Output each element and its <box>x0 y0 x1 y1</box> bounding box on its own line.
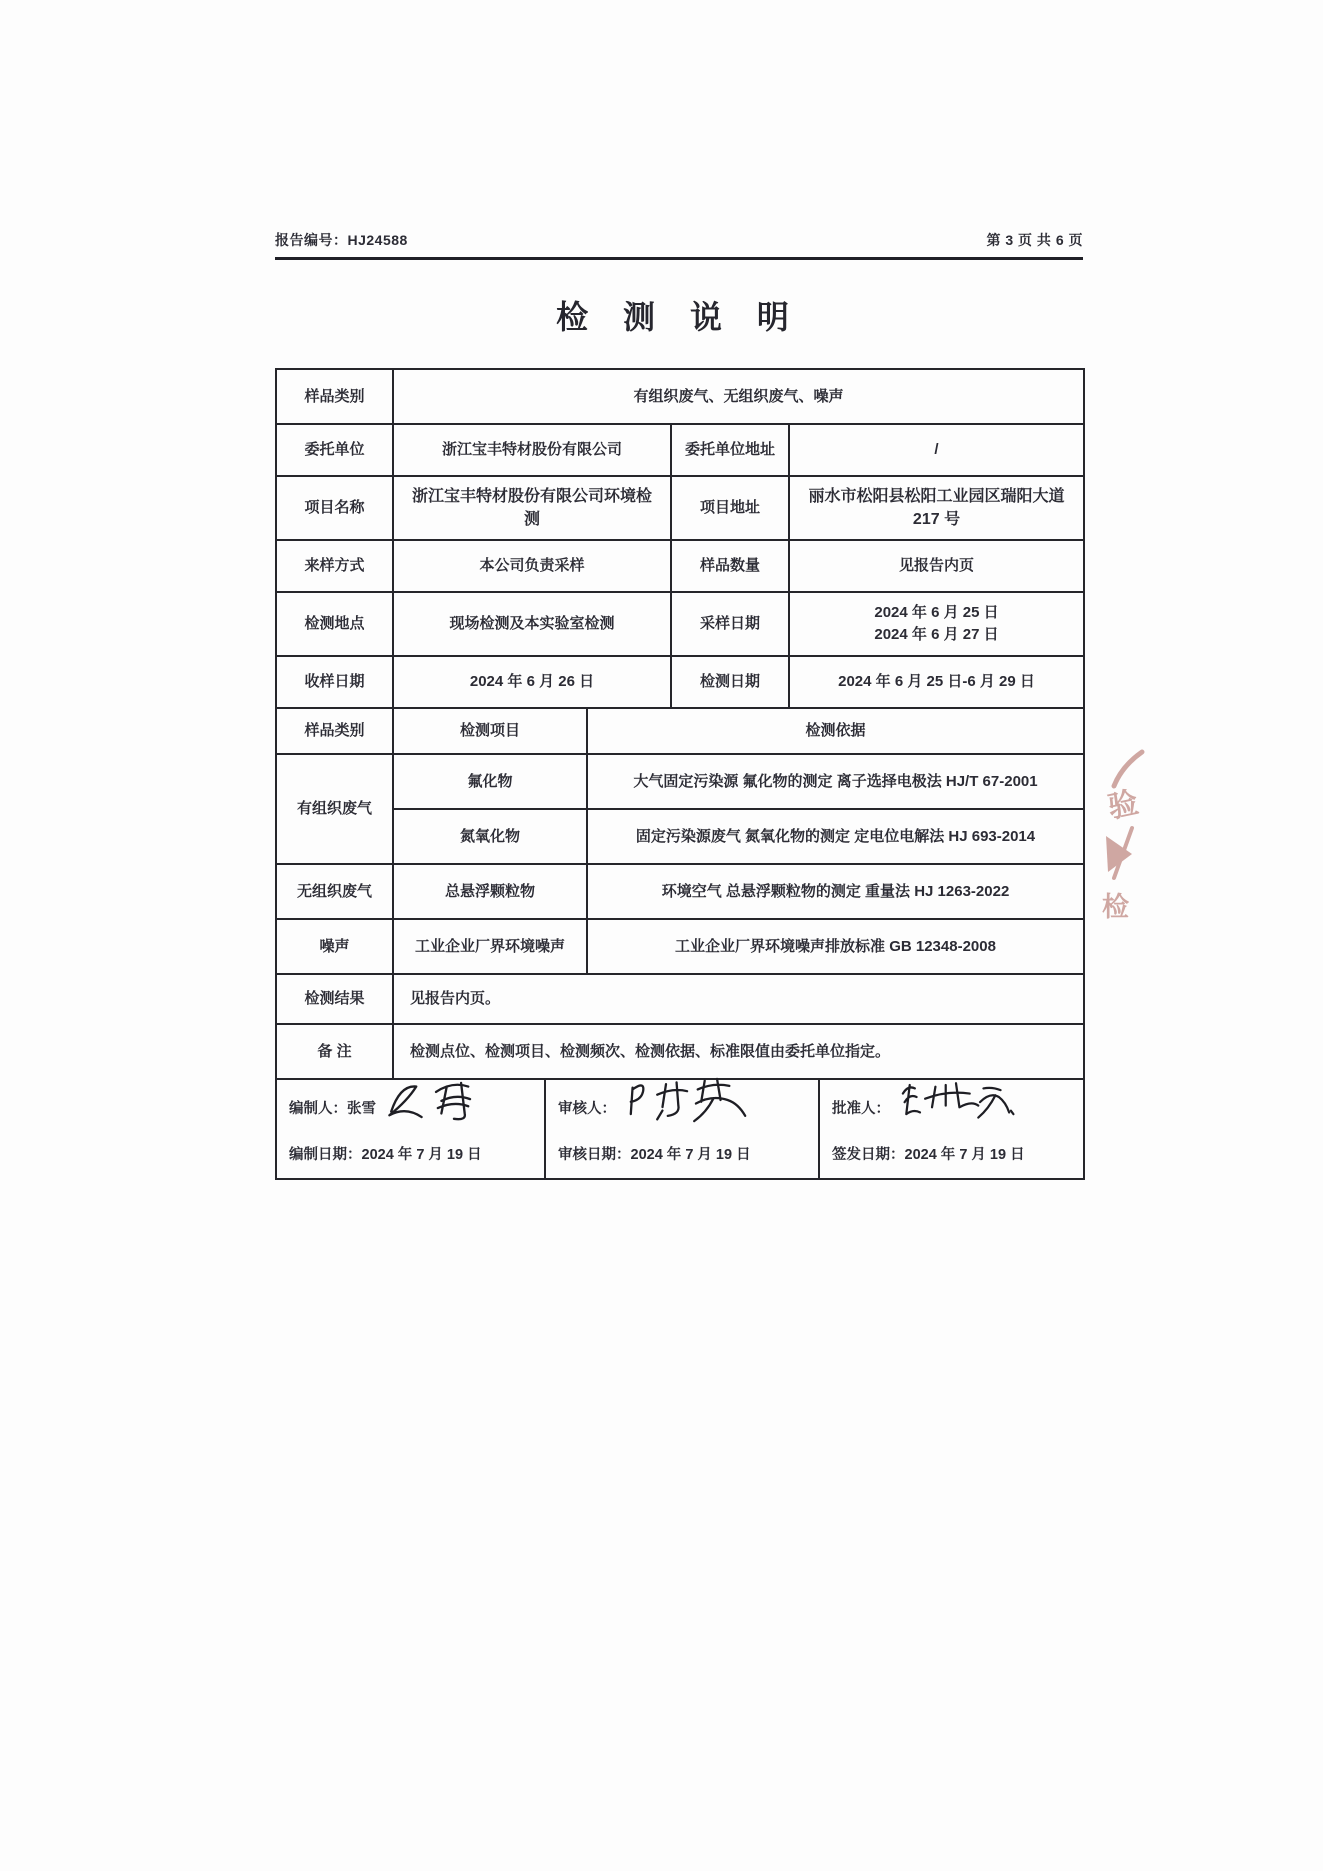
method-item-noise: 工业企业厂界环境噪声 <box>394 920 588 975</box>
reviewed-by-label: 审核人： <box>558 1100 616 1117</box>
project-name-label: 项目名称 <box>277 477 394 541</box>
remarks-value: 检测点位、检测项目、检测频次、检测依据、标准限值由委托单位指定。 <box>394 1025 1085 1080</box>
test-date-label: 检测日期 <box>672 657 790 709</box>
project-address-value: 丽水市松阳县松阳工业园区瑞阳大道 217 号 <box>790 477 1085 541</box>
row-sample-category <box>277 370 1085 425</box>
approved-by-line <box>832 1090 1083 1124</box>
reviewed-date-line <box>558 1136 818 1170</box>
test-date-value: 2024 年 6 月 25 日-6 月 29 日 <box>790 657 1085 709</box>
method-item-tsp: 总悬浮颗粒物 <box>394 865 588 920</box>
sampling-date-label: 采样日期 <box>672 593 790 657</box>
reviewed-by-signature <box>622 1073 754 1127</box>
sampling-method-label: 来样方式 <box>277 541 394 593</box>
client-value: 浙江宝丰特材股份有限公司 <box>394 425 672 477</box>
receive-date-label: 收样日期 <box>277 657 394 709</box>
sample-category-value: 有组织废气、无组织废气、噪声 <box>394 370 1085 425</box>
page-indicator: 第 3 页 共 6 页 <box>986 232 1083 248</box>
prepared-date-line <box>289 1136 544 1170</box>
method-row-nox <box>394 810 1085 865</box>
sample-quantity-value: 见报告内页 <box>790 541 1085 593</box>
signoff-prepared <box>277 1080 546 1180</box>
row-test-location <box>277 593 1085 657</box>
prepared-by-name: 张雪 <box>347 1100 376 1117</box>
row-receive-date <box>277 657 1085 709</box>
sampling-date-value <box>790 593 1085 657</box>
receive-date-value: 2024 年 6 月 26 日 <box>394 657 672 709</box>
method-item-fluoride: 氟化物 <box>394 755 588 810</box>
method-row-fluoride <box>394 755 1085 810</box>
method-basis-tsp: 环境空气 总悬浮颗粒物的测定 重量法 HJ 1263-2022 <box>588 865 1085 920</box>
signoff-reviewed <box>546 1080 820 1180</box>
method-item-nox: 氮氧化物 <box>394 810 588 865</box>
reviewed-date-label: 审核日期： <box>558 1146 631 1163</box>
methods-category-header: 样品类别 <box>277 709 394 755</box>
issue-date-value: 2024 年 7 月 19 日 <box>904 1146 1025 1163</box>
seal-char-bottom: 检 <box>1102 892 1129 922</box>
methods-item-header: 检测项目 <box>394 709 588 755</box>
row-project <box>277 477 1085 541</box>
prepared-date-value: 2024 年 7 月 19 日 <box>361 1146 482 1163</box>
sampling-method-value: 本公司负责采样 <box>394 541 672 593</box>
page-title: 检 测 说 明 <box>556 299 802 335</box>
method-basis-nox: 固定污染源废气 氮氧化物的测定 定电位电解法 HJ 693-2014 <box>588 810 1085 865</box>
results-label: 检测结果 <box>277 975 394 1025</box>
approved-by-signature <box>896 1076 1016 1124</box>
reviewed-date-value: 2024 年 7 月 19 日 <box>630 1146 751 1163</box>
row-remarks <box>277 1025 1085 1080</box>
group-rows-organized-gas <box>394 755 1085 865</box>
test-description-table <box>275 368 1085 1180</box>
issue-date-label: 签发日期： <box>832 1146 905 1163</box>
prepared-by-line <box>289 1090 544 1124</box>
methods-basis-header: 检测依据 <box>588 709 1085 755</box>
client-label: 委托单位 <box>277 425 394 477</box>
sample-quantity-label: 样品数量 <box>672 541 790 593</box>
row-methods-header <box>277 709 1085 755</box>
row-signoff <box>277 1080 1085 1180</box>
group-category-organized-gas: 有组织废气 <box>277 755 394 865</box>
test-location-label: 检测地点 <box>277 593 394 657</box>
sampling-date-line2: 2024 年 6 月 27 日 <box>874 626 999 643</box>
row-results <box>277 975 1085 1025</box>
seal-icon <box>1098 750 1144 922</box>
project-name-value: 浙江宝丰特材股份有限公司环境检测 <box>394 477 672 541</box>
row-group-organized-gas <box>277 755 1085 865</box>
test-location-value: 现场检测及本实验室检测 <box>394 593 672 657</box>
issue-date-line <box>832 1136 1083 1170</box>
approved-by-label: 批准人： <box>832 1100 890 1117</box>
prepared-by-label: 编制人： <box>289 1100 347 1117</box>
client-address-label: 委托单位地址 <box>672 425 790 477</box>
results-value: 见报告内页。 <box>394 975 1085 1025</box>
signoff-approved <box>820 1080 1085 1180</box>
red-seal-fragment <box>1098 750 1144 922</box>
sample-category-label: 样品类别 <box>277 370 394 425</box>
report-number: 报告编号：HJ24588 <box>275 232 408 248</box>
project-address-label: 项目地址 <box>672 477 790 541</box>
method-basis-noise: 工业企业厂界环境噪声排放标准 GB 12348-2008 <box>588 920 1085 975</box>
prepared-date-label: 编制日期： <box>289 1146 362 1163</box>
reviewed-by-line <box>558 1090 818 1124</box>
group-category-noise: 噪声 <box>277 920 394 975</box>
remarks-label: 备 注 <box>277 1025 394 1080</box>
row-client <box>277 425 1085 477</box>
group-category-unorganized-gas: 无组织废气 <box>277 865 394 920</box>
row-group-unorganized-gas <box>277 865 1085 920</box>
seal-char-top: 验 <box>1105 786 1142 825</box>
sampling-date-line1: 2024 年 6 月 25 日 <box>874 604 999 622</box>
document-header <box>275 230 1083 260</box>
row-group-noise <box>277 920 1085 975</box>
client-address-value: / <box>790 425 1085 477</box>
prepared-by-signature <box>382 1074 490 1126</box>
method-basis-fluoride: 大气固定污染源 氟化物的测定 离子选择电极法 HJ/T 67-2001 <box>588 755 1085 810</box>
row-sampling-method <box>277 541 1085 593</box>
